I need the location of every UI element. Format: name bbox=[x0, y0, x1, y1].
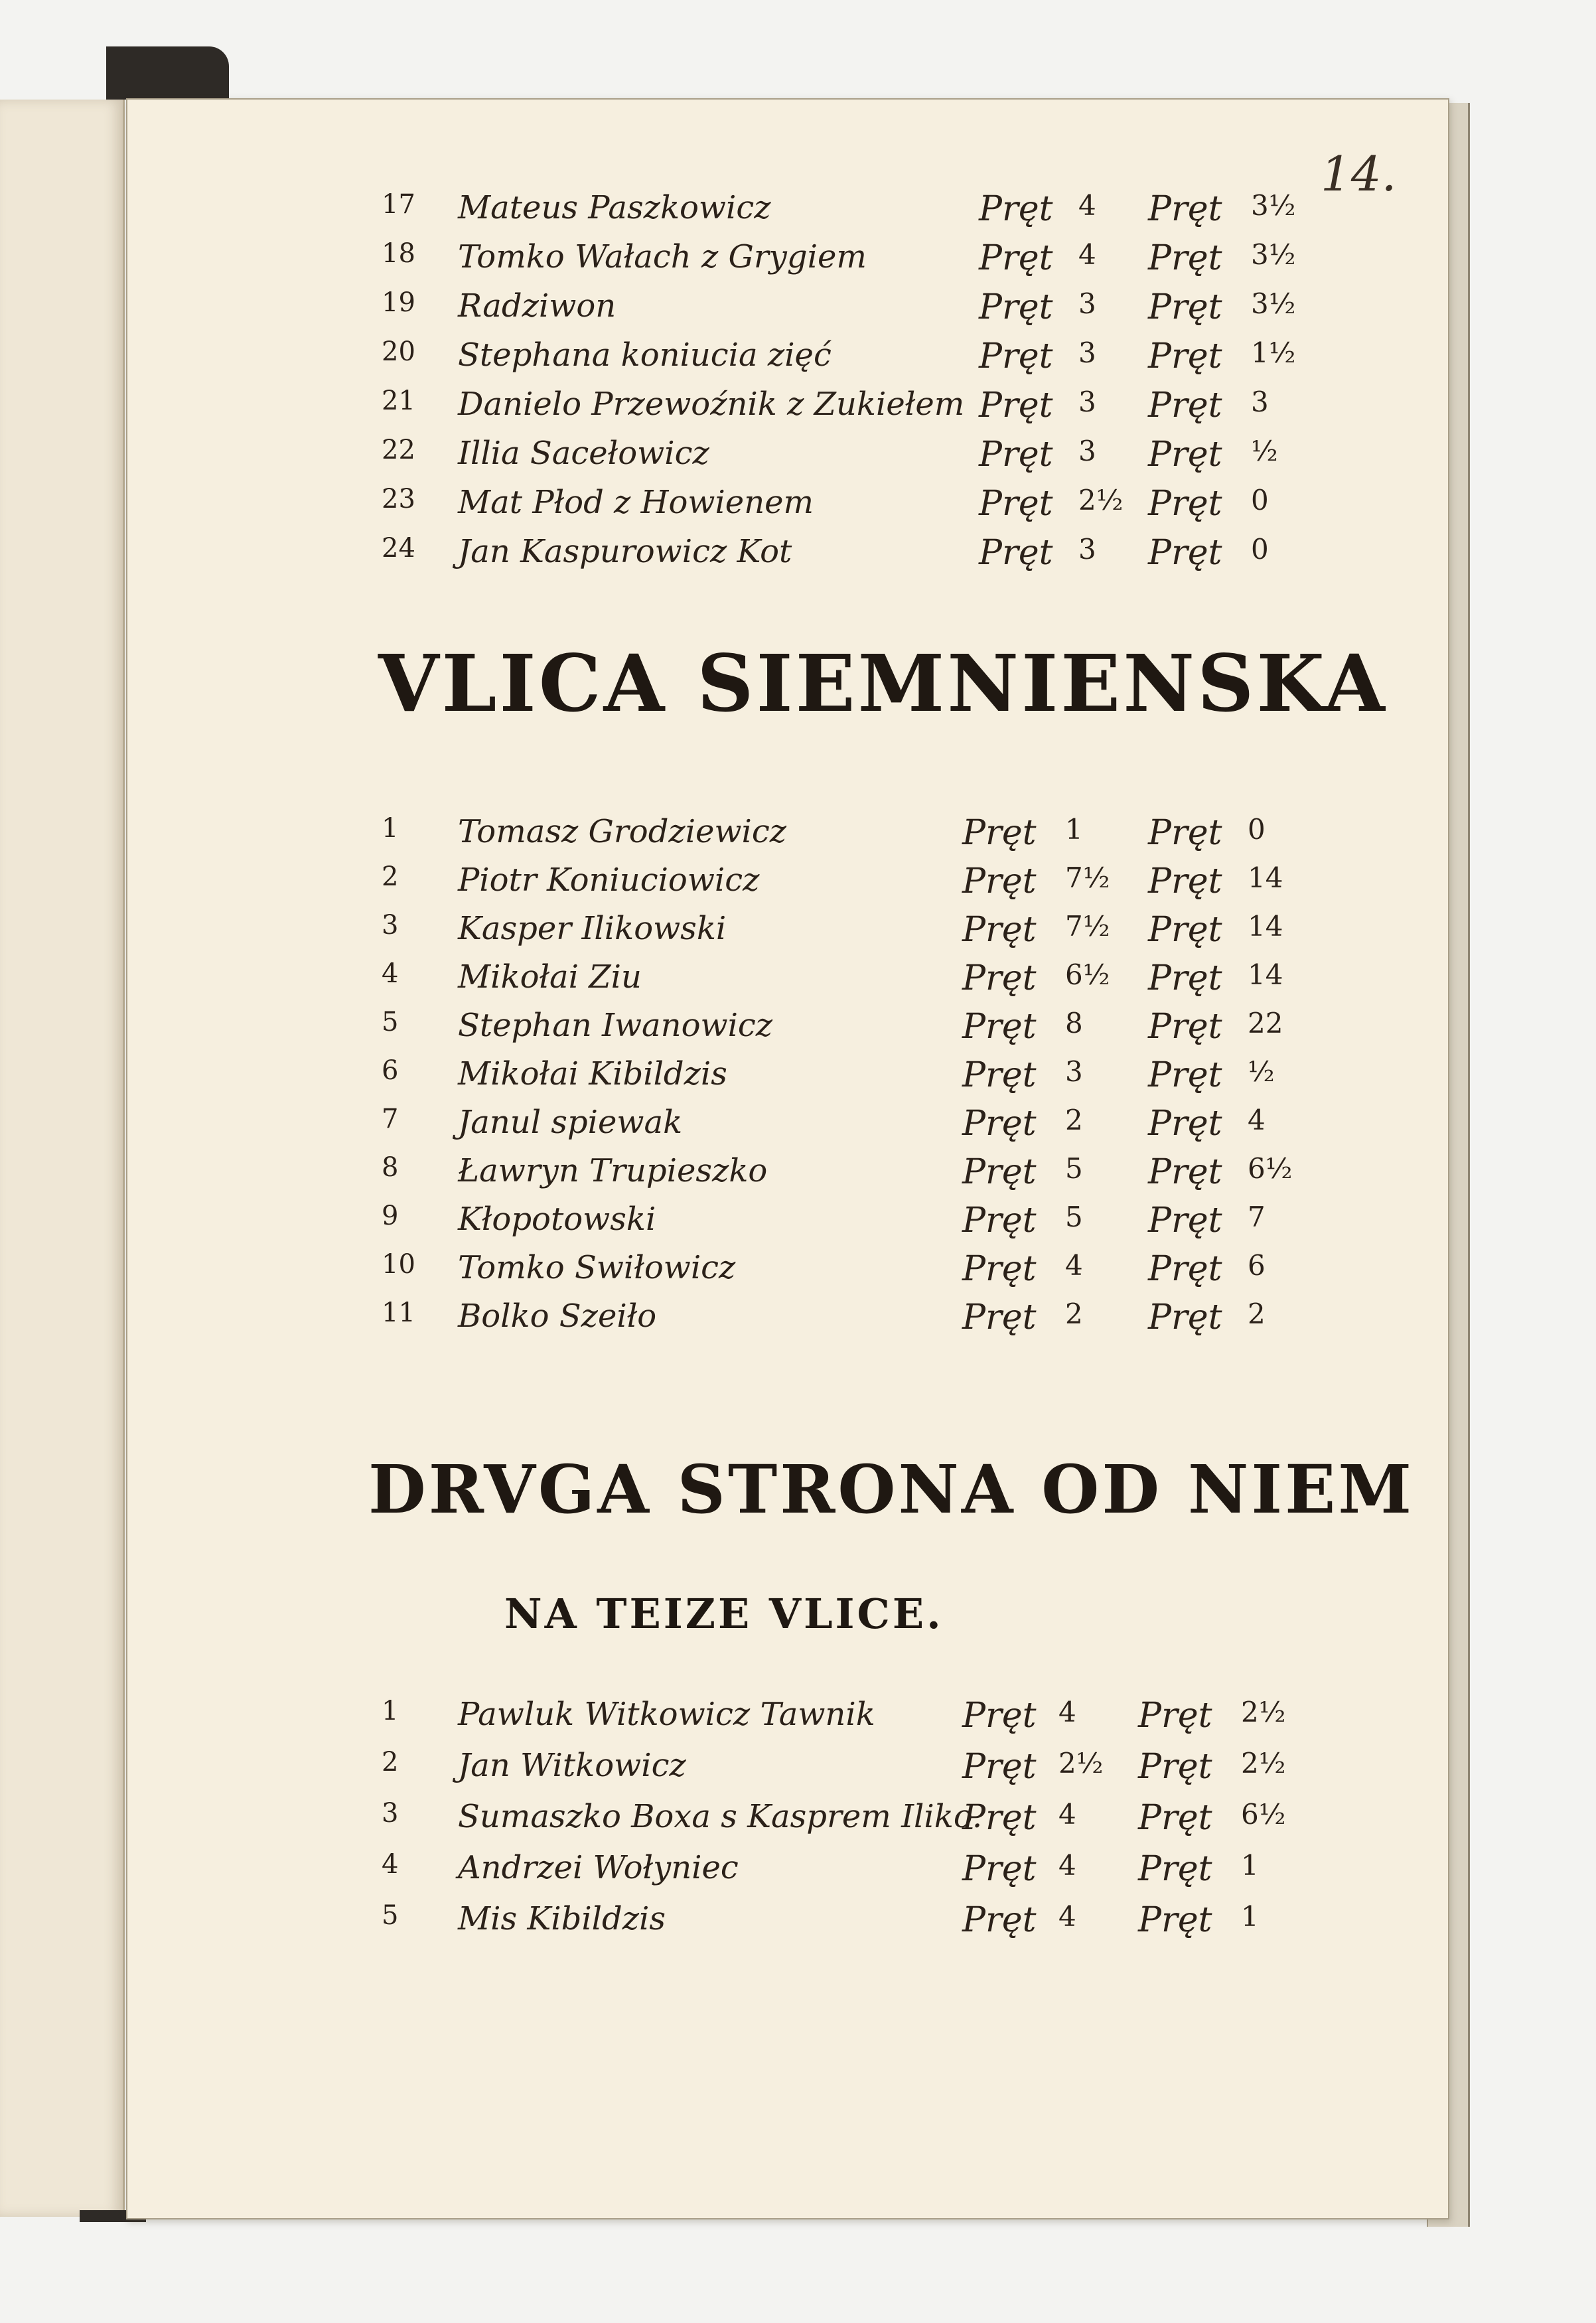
entry-name: Danielo Przewoźnik z Zukiełem bbox=[458, 386, 965, 423]
ledger-row bbox=[0, 862, 1327, 908]
ledger-row bbox=[0, 386, 1327, 432]
unit-label: Pręt bbox=[979, 189, 1053, 229]
entry-number: 7 bbox=[382, 1104, 399, 1134]
unit-label: Pręt bbox=[1148, 1007, 1222, 1047]
unit-label: Pręt bbox=[1148, 1055, 1222, 1095]
ledger-row bbox=[0, 1104, 1327, 1150]
second-measure: 1 bbox=[1241, 1849, 1259, 1882]
entry-name: Stephana koniucia zięć bbox=[458, 337, 832, 374]
first-measure: 4 bbox=[1058, 1798, 1076, 1831]
first-measure: 4 bbox=[1058, 1696, 1076, 1728]
entry-name: Stephan Iwanowicz bbox=[458, 1007, 773, 1044]
first-measure: 6½ bbox=[1065, 958, 1110, 991]
unit-label: Pręt bbox=[962, 813, 1037, 853]
unit-label: Pręt bbox=[1138, 1696, 1212, 1736]
other-side-subheading: NA TEIZE VLICE. bbox=[504, 1590, 944, 1638]
first-measure: 4 bbox=[1078, 238, 1096, 271]
entry-number: 23 bbox=[382, 484, 415, 514]
entry-number: 9 bbox=[382, 1201, 399, 1231]
entry-number: 22 bbox=[382, 435, 415, 465]
unit-label: Pręt bbox=[962, 1201, 1037, 1240]
ledger-row bbox=[0, 189, 1327, 236]
first-measure: 5 bbox=[1065, 1201, 1083, 1233]
ledger-row bbox=[0, 1696, 1327, 1742]
unit-label: Pręt bbox=[1138, 1900, 1212, 1940]
unit-label: Pręt bbox=[1148, 238, 1222, 278]
unit-label: Pręt bbox=[979, 435, 1053, 475]
unit-label: Pręt bbox=[1148, 1298, 1222, 1337]
ledger-row bbox=[0, 1007, 1327, 1053]
second-measure: 3½ bbox=[1251, 287, 1296, 320]
first-measure: 7½ bbox=[1065, 910, 1110, 942]
unit-label: Pręt bbox=[1148, 1152, 1222, 1192]
ledger-row bbox=[0, 337, 1327, 383]
ledger-row bbox=[0, 1798, 1327, 1844]
unit-label: Pręt bbox=[962, 910, 1037, 950]
first-measure: 5 bbox=[1065, 1152, 1083, 1185]
entry-number: 24 bbox=[382, 533, 415, 563]
entry-name: Mateus Paszkowicz bbox=[458, 189, 771, 226]
second-measure: 6 bbox=[1248, 1249, 1266, 1282]
entry-number: 19 bbox=[382, 287, 415, 318]
entry-number: 2 bbox=[382, 1747, 399, 1777]
unit-label: Pręt bbox=[1148, 1201, 1222, 1240]
unit-label: Pręt bbox=[979, 533, 1053, 573]
entry-name: Tomasz Grodziewicz bbox=[458, 813, 787, 850]
ledger-row bbox=[0, 533, 1327, 579]
entry-name: Mikołai Kibildzis bbox=[458, 1055, 727, 1092]
second-measure: ½ bbox=[1251, 435, 1278, 467]
entry-number: 4 bbox=[382, 1849, 399, 1880]
second-measure: 3 bbox=[1251, 386, 1269, 418]
first-measure: 3 bbox=[1078, 533, 1096, 565]
entry-number: 1 bbox=[382, 813, 399, 844]
first-measure: 2½ bbox=[1078, 484, 1124, 516]
unit-label: Pręt bbox=[1148, 862, 1222, 901]
entry-name: Bolko Szeiło bbox=[458, 1298, 657, 1335]
entry-name: Tomko Swiłowicz bbox=[458, 1249, 736, 1286]
ledger-row bbox=[0, 435, 1327, 481]
entry-name: Mat Płod z Howienem bbox=[458, 484, 814, 521]
entry-name: Piotr Koniuciowicz bbox=[458, 862, 760, 899]
unit-label: Pręt bbox=[979, 386, 1053, 425]
unit-label: Pręt bbox=[962, 1055, 1037, 1095]
second-measure: 6½ bbox=[1241, 1798, 1286, 1831]
first-measure: 3 bbox=[1078, 287, 1096, 320]
ledger-row bbox=[0, 1249, 1327, 1296]
entry-name: Ławryn Trupieszko bbox=[458, 1152, 768, 1189]
unit-label: Pręt bbox=[1148, 1249, 1222, 1289]
ledger-row bbox=[0, 1900, 1327, 1947]
ledger-row bbox=[0, 958, 1327, 1005]
unit-label: Pręt bbox=[979, 337, 1053, 376]
first-measure: 2 bbox=[1065, 1104, 1083, 1136]
second-measure: 0 bbox=[1251, 533, 1269, 565]
entry-number: 5 bbox=[382, 1007, 399, 1037]
first-measure: 4 bbox=[1065, 1249, 1083, 1282]
entry-name: Jan Kaspurowicz Kot bbox=[458, 533, 792, 570]
binding-top bbox=[106, 46, 229, 100]
second-measure: 1½ bbox=[1251, 337, 1296, 369]
first-measure: 2½ bbox=[1058, 1747, 1104, 1779]
second-measure: 6½ bbox=[1248, 1152, 1293, 1185]
unit-label: Pręt bbox=[979, 287, 1053, 327]
unit-label: Pręt bbox=[1138, 1747, 1212, 1787]
entry-name: Kłopotowski bbox=[458, 1201, 656, 1238]
ledger-row bbox=[0, 1298, 1327, 1344]
ledger-row bbox=[0, 1201, 1327, 1247]
entry-name: Radziwon bbox=[458, 287, 617, 325]
entry-number: 18 bbox=[382, 238, 415, 269]
unit-label: Pręt bbox=[962, 1849, 1037, 1889]
first-measure: 3 bbox=[1065, 1055, 1083, 1088]
entry-number: 5 bbox=[382, 1900, 399, 1931]
unit-label: Pręt bbox=[1148, 910, 1222, 950]
unit-label: Pręt bbox=[962, 958, 1037, 998]
ledger-row bbox=[0, 813, 1327, 860]
first-measure: 3 bbox=[1078, 435, 1096, 467]
second-measure: 2 bbox=[1248, 1298, 1266, 1330]
first-measure: 4 bbox=[1058, 1849, 1076, 1882]
unit-label: Pręt bbox=[1138, 1849, 1212, 1889]
unit-label: Pręt bbox=[962, 1007, 1037, 1047]
unit-label: Pręt bbox=[1148, 1104, 1222, 1144]
ledger-row bbox=[0, 238, 1327, 285]
unit-label: Pręt bbox=[1148, 958, 1222, 998]
ledger-row bbox=[0, 1747, 1327, 1793]
second-measure: 0 bbox=[1248, 813, 1266, 846]
unit-label: Pręt bbox=[1138, 1798, 1212, 1838]
entry-name: Sumaszko Boxa s Kasprem Iliko. bbox=[458, 1798, 983, 1835]
second-measure: ½ bbox=[1248, 1055, 1275, 1088]
entry-name: Kasper Ilikowski bbox=[458, 910, 727, 947]
unit-label: Pręt bbox=[979, 238, 1053, 278]
entry-name: Mikołai Ziu bbox=[458, 958, 642, 996]
unit-label: Pręt bbox=[1148, 337, 1222, 376]
entry-name: Andrzei Wołyniec bbox=[458, 1849, 739, 1886]
unit-label: Pręt bbox=[962, 1798, 1037, 1838]
unit-label: Pręt bbox=[979, 484, 1053, 524]
entry-number: 1 bbox=[382, 1696, 399, 1726]
second-measure: 14 bbox=[1248, 862, 1283, 894]
unit-label: Pręt bbox=[962, 1249, 1037, 1289]
second-measure: 7 bbox=[1248, 1201, 1266, 1233]
second-measure: 1 bbox=[1241, 1900, 1259, 1933]
entry-number: 17 bbox=[382, 189, 415, 220]
ledger-row bbox=[0, 910, 1327, 956]
entry-number: 8 bbox=[382, 1152, 399, 1183]
first-measure: 4 bbox=[1078, 189, 1096, 222]
ledger-row bbox=[0, 1849, 1327, 1896]
first-measure: 4 bbox=[1058, 1900, 1076, 1933]
unit-label: Pręt bbox=[1148, 435, 1222, 475]
other-side-heading: DRVGA STRONA OD NIEM bbox=[368, 1450, 1415, 1529]
entry-number: 6 bbox=[382, 1055, 399, 1086]
second-measure: 22 bbox=[1248, 1007, 1283, 1039]
unit-label: Pręt bbox=[1148, 484, 1222, 524]
first-measure: 3 bbox=[1078, 337, 1096, 369]
first-measure: 3 bbox=[1078, 386, 1096, 418]
entry-name: Illia Sacełowicz bbox=[458, 435, 709, 472]
entry-number: 11 bbox=[382, 1298, 415, 1328]
second-measure: 14 bbox=[1248, 958, 1283, 991]
ledger-row bbox=[0, 1055, 1327, 1102]
unit-label: Pręt bbox=[962, 1152, 1037, 1192]
unit-label: Pręt bbox=[1148, 287, 1222, 327]
ledger-row bbox=[0, 287, 1327, 334]
unit-label: Pręt bbox=[962, 1900, 1037, 1940]
second-measure: 4 bbox=[1248, 1104, 1266, 1136]
second-measure: 2½ bbox=[1241, 1747, 1286, 1779]
unit-label: Pręt bbox=[1148, 189, 1222, 229]
page-number: 14. bbox=[1321, 146, 1397, 202]
entry-name: Tomko Wałach z Grygiem bbox=[458, 238, 867, 275]
unit-label: Pręt bbox=[962, 1747, 1037, 1787]
entry-number: 20 bbox=[382, 337, 415, 367]
entry-name: Janul spiewak bbox=[458, 1104, 683, 1141]
unit-label: Pręt bbox=[1148, 813, 1222, 853]
entry-number: 3 bbox=[382, 1798, 399, 1829]
first-measure: 2 bbox=[1065, 1298, 1083, 1330]
unit-label: Pręt bbox=[962, 1696, 1037, 1736]
second-measure: 14 bbox=[1248, 910, 1283, 942]
entry-name: Mis Kibildzis bbox=[458, 1900, 666, 1937]
entry-number: 2 bbox=[382, 862, 399, 892]
unit-label: Pręt bbox=[962, 1104, 1037, 1144]
second-measure: 3½ bbox=[1251, 189, 1296, 222]
unit-label: Pręt bbox=[962, 1298, 1037, 1337]
unit-label: Pręt bbox=[1148, 386, 1222, 425]
ledger-row bbox=[0, 1152, 1327, 1199]
first-measure: 7½ bbox=[1065, 862, 1110, 894]
first-measure: 8 bbox=[1065, 1007, 1083, 1039]
ledger-row bbox=[0, 484, 1327, 530]
second-measure: 0 bbox=[1251, 484, 1269, 516]
entry-number: 4 bbox=[382, 958, 399, 989]
first-measure: 1 bbox=[1065, 813, 1083, 846]
entry-number: 3 bbox=[382, 910, 399, 940]
street-heading: VLICA SIEMNIENSKA bbox=[378, 637, 1388, 729]
unit-label: Pręt bbox=[1148, 533, 1222, 573]
unit-label: Pręt bbox=[962, 862, 1037, 901]
second-measure: 2½ bbox=[1241, 1696, 1286, 1728]
entry-number: 10 bbox=[382, 1249, 415, 1280]
entry-name: Jan Witkowicz bbox=[458, 1747, 686, 1784]
second-measure: 3½ bbox=[1251, 238, 1296, 271]
entry-number: 21 bbox=[382, 386, 415, 416]
entry-name: Pawluk Witkowicz Tawnik bbox=[458, 1696, 875, 1733]
